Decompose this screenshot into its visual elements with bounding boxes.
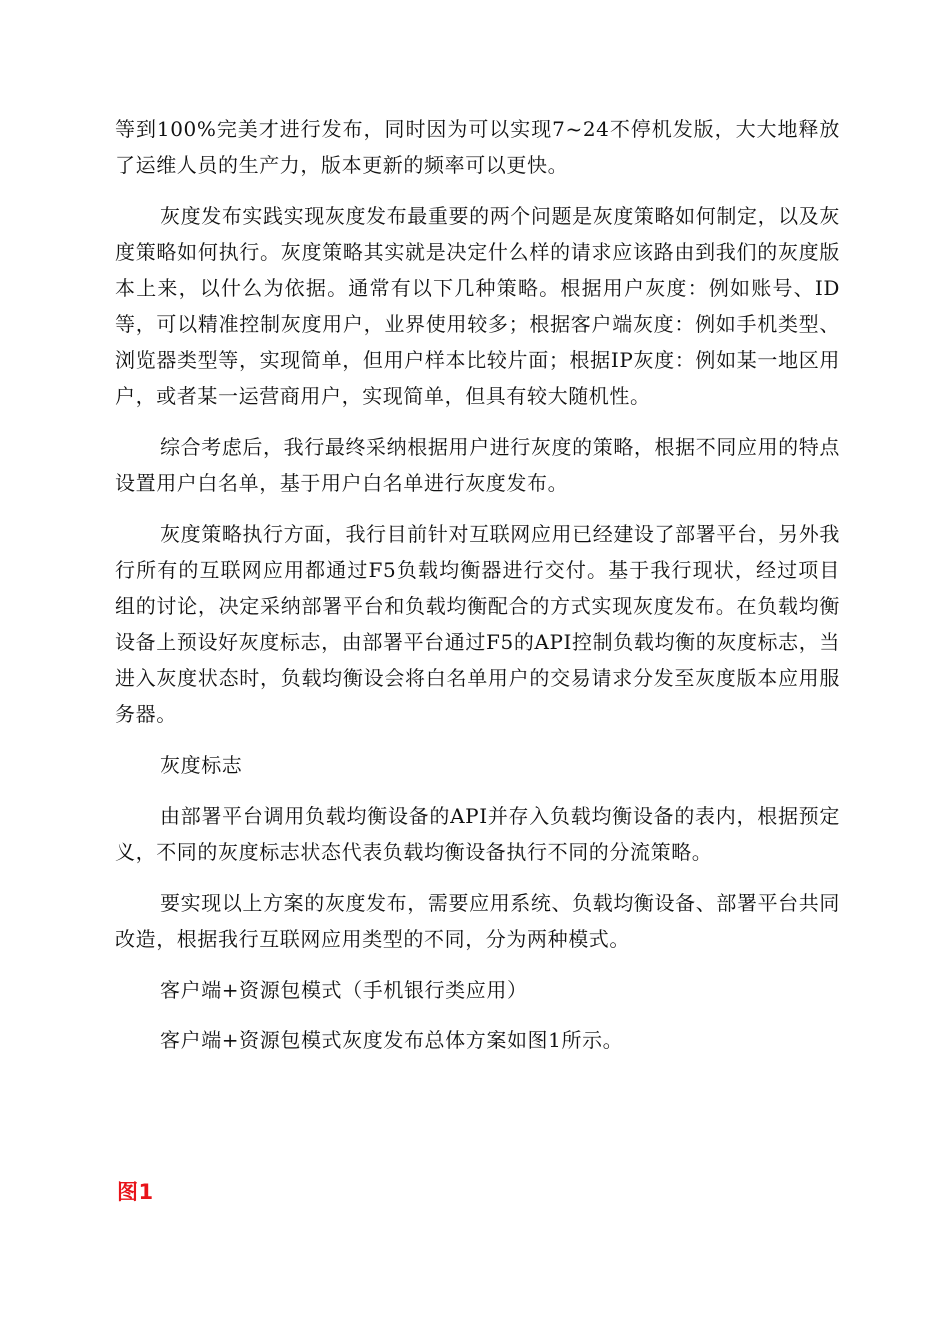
paragraph-release-benefits: 等到100%完美才进行发布，同时因为可以实现7~24不停机发版，大大地释放了运维人员的生产力，版本更新的频率可以更快。 (115, 117, 840, 177)
figure-label: 图1 (117, 1180, 154, 1204)
paragraph-implementation-modes: 要实现以上方案的灰度发布，需要应用系统、负载均衡设备、部署平台共同改造，根据我行互联网应用类型的不同，分为两种模式。 (115, 891, 840, 951)
paragraph-gray-flag-description: 由部署平台调用负载均衡设备的API并存入负载均衡设备的表内，根据预定义，不同的灰度标志状态代表负载均衡设备执行不同的分流策略。 (115, 804, 840, 864)
section-heading-client-resource-mode: 客户端+资源包模式（手机银行类应用） (160, 978, 528, 1002)
document-body (115, 111, 840, 1072)
paragraph-whitelist-decision: 综合考虑后，我行最终采纳根据用户进行灰度的策略，根据不同应用的特点设置用户白名单，基于用户白名单进行灰度发布。 (115, 435, 840, 495)
paragraph-gray-strategy: 灰度发布实践实现灰度发布最重要的两个问题是灰度策略如何制定，以及灰度策略如何执行。灰度策略其实就是决定什么样的请求应该路由到我们的灰度版本上来，以什么为依据。通常有以下几种策略。根据用户灰度：例如账号、ID等，可以精准控制灰度用户，业界使用较多；根据客户端灰度：例如手机类型、浏览器类型等，实现简单，但用户样本比较片面；根据IP灰度：例如某一地区用户，或者某一运营商用户，实现简单，但具有较大随机性。 (115, 204, 840, 408)
paragraph-figure-reference: 客户端+资源包模式灰度发布总体方案如图1所示。 (160, 1028, 624, 1052)
paragraph-strategy-execution: 灰度策略执行方面，我行目前针对互联网应用已经建设了部署平台，另外我行所有的互联网应用都通过F5负载均衡器进行交付。基于我行现状，经过项目组的讨论，决定采纳部署平台和负载均衡配合的方式实现灰度发布。在负载均衡设备上预设好灰度标志，由部署平台通过F5的API控制负载均衡的灰度标志，当进入灰度状态时，负载均衡设会将白名单用户的交易请求分发至灰度版本应用服务器。 (115, 522, 840, 726)
section-heading-gray-flag: 灰度标志 (160, 753, 243, 777)
